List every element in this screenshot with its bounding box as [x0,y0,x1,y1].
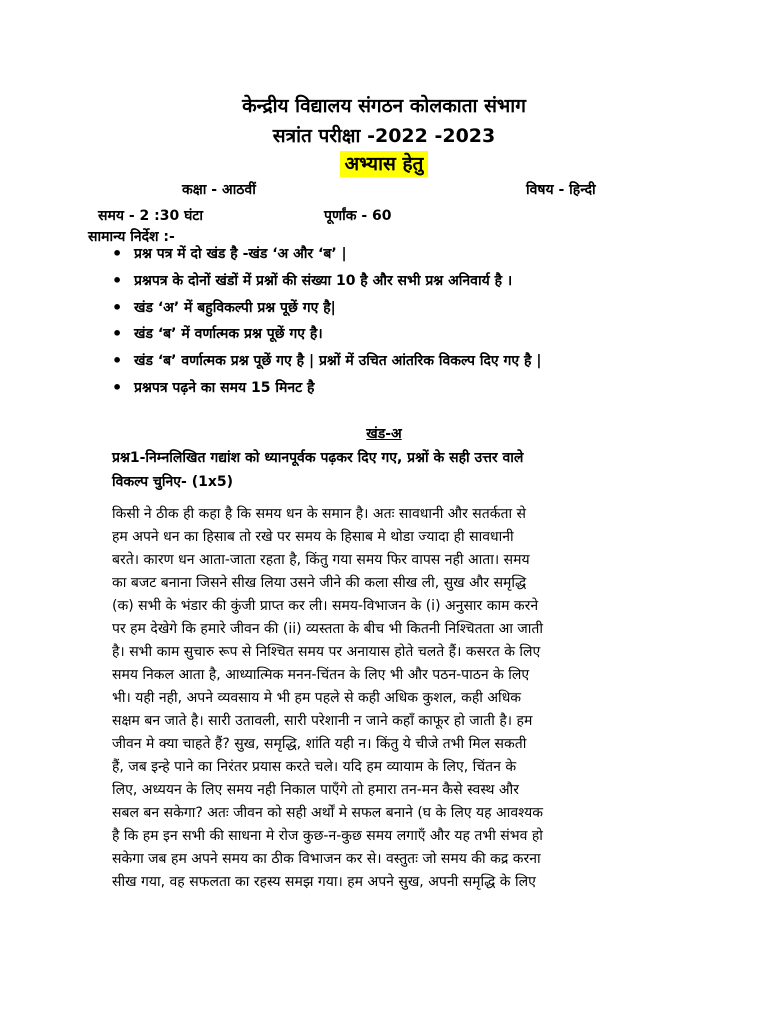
question-1-line-1: प्रश्न1-निम्नलिखित गद्यांश को ध्यानपूर्वक पढ़कर दिए गए, प्रश्नों के सही उत्तर वाले [112,450,524,466]
passage [112,503,658,894]
instruction-item: • खंड ‘ब’ में वर्णात्मक प्रश्न पूछें गए है। [110,324,750,351]
passage-line: किसी ने ठीक ही कहा है कि समय धन के समान है। अतः सावधानी और सतर्कता से [112,506,527,522]
instructions-list [110,244,750,405]
passage-line: बरते। कारण धन आता-जाता रहता है, किंतु गया समय फिर वापस नही आता। समय [112,552,530,568]
passage-line: सकेगा जब हम अपने समय का ठीक विभाजन कर से। वस्तुतः जो समय की कद्र करना [112,851,541,867]
marks-label: पूर्णांक - 60 [324,208,392,224]
passage-line: है। सभी काम सुचारु रूप से निश्चित समय पर अनायास होते चलते हैं। कसरत के लिए [112,644,541,660]
passage-line: है कि हम इन सभी की साधना मे रोज कुछ-न-कुछ समय लगाएँ और यह तभी संभव हो [112,828,543,844]
instruction-item: • प्रश्नपत्र के दोनों खंडों में प्रश्नों की संख्या 10 है और सभी प्रश्न अनिवार्य है । [110,271,750,298]
organization-title: केन्द्रीय विद्यालय संगठन कोलकाता संभाग [242,95,526,117]
passage-line: सक्षम बन जाते है। सारी उतावली, सारी परेशानी न जाने कहाँ काफूर हो जाती है। हम [112,713,533,729]
question-1 [112,446,658,494]
instructions-heading: सामान्य निर्देश :- [88,229,175,245]
instruction-item: • खंड ‘ब’ वर्णात्मक प्रश्न पूछें गए है | प्रश्नों में उचित आंतरिक विकल्प दिए गए है | [110,351,750,378]
passage-line: भी। यही नही, अपने व्यवसाय मे भी हम पहले से कही अधिक कुशल, कही अधिक [112,690,522,706]
passage-line: पर हम देखेगे कि हमारे जीवन की (ii) व्यस्तता के बीच भी कितनी निश्चितता आ जाती [112,621,543,637]
passage-line: जीवन मे क्या चाहते हैं? सुख, समृद्धि, शांति यही न। किंतु ये चीजे तभी मिल सकती [112,736,527,752]
passage-line: सबल बन सकेगा? अतः जीवन को सही अर्थों मे सफल बनाने (घ के लिए यह आवश्यक [112,805,543,821]
subject-label: विषय - हिन्दी [526,182,596,198]
practice-label [0,150,768,176]
passage-line: (क) सभी के भंडार की कुंजी प्राप्त कर ली। समय-विभाजन के (i) अनुसार काम करने [112,598,539,614]
instruction-item: • प्रश्नपत्र पढ़ने का समय 15 मिनट है [110,378,750,405]
question-1-line-2: विकल्प चुनिए- (1x5) [112,474,234,490]
passage-line: समय निकल आता है, आध्यात्मिक मनन-चिंतन के लिए भी और पठन-पाठन के लिए [112,667,530,683]
practice-highlight: अभ्यास हेतु [340,151,429,177]
time-label: समय - 2 :30 घंटा [98,208,204,224]
class-label: कक्षा - आठवीं [182,182,256,198]
passage-line: हम अपने धन का हिसाब तो रखे पर समय के हिसाब मे थोडा ज्यादा ही सावधानी [112,529,514,545]
instruction-item: • खंड ‘अ’ में बहुविकल्पी प्रश्न पूछें गए है| [110,298,750,325]
passage-line: सीख गया, वह सफलता का रहस्य समझ गया। हम अपने सुख, अपनी समृद्धि के लिए [112,874,536,890]
instruction-item: • प्रश्न पत्र में दो खंड है -खंड ‘अ और ‘ब’ | [110,244,750,271]
passage-line: हैं, जब इन्हे पाने का निरंतर प्रयास करते चले। यदि हम व्यायाम के लिए, चिंतन के [112,759,517,775]
section-a-title: खंड-अ [366,426,402,442]
passage-line: लिए, अध्ययन के लिए समय नही निकाल पाएँगे तो हमारा तन-मन कैसे स्वस्थ और [112,782,519,798]
exam-title: सत्रांत परीक्षा -2022 -2023 [272,125,496,147]
passage-line: का बजट बनाना जिसने सीख लिया उसने जीने की कला सीख ली, सुख और समृद्धि [112,575,527,591]
